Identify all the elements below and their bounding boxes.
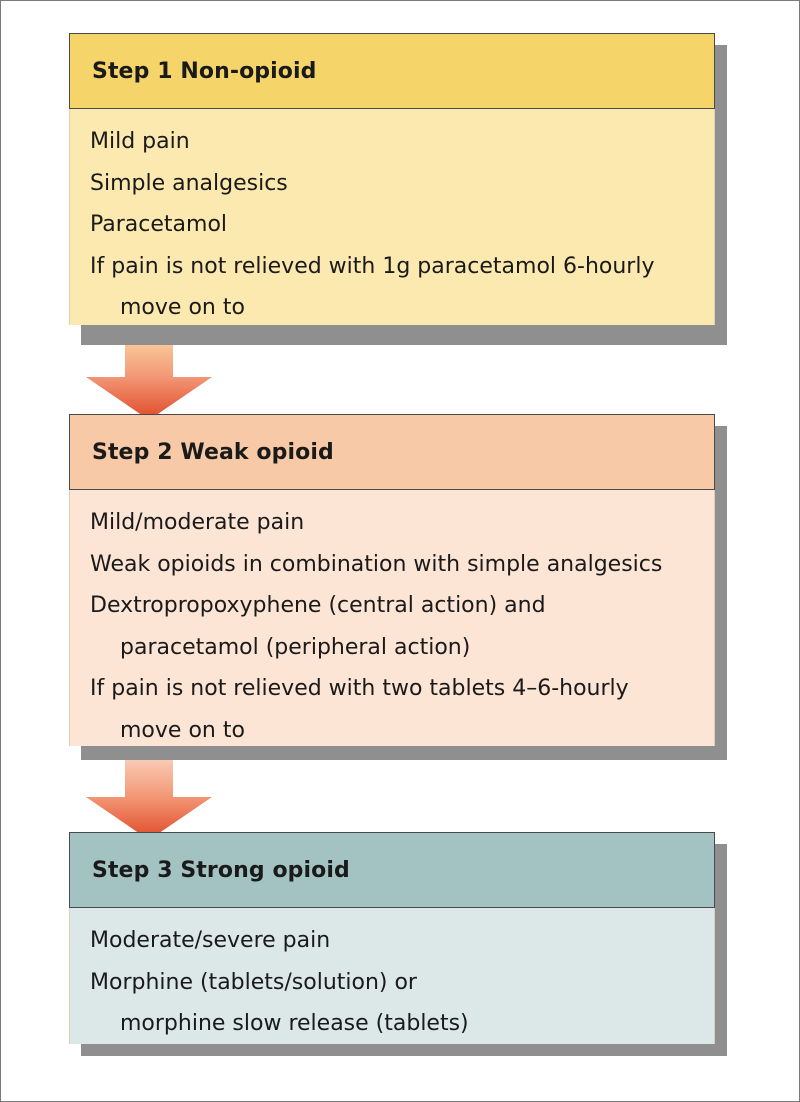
step-line: move on to: [120, 295, 245, 320]
step-line: Moderate/severe pain: [90, 928, 331, 953]
step-line: If pain is not relieved with 1g paracetamol 6-hourly: [90, 253, 655, 279]
step-2-header: [69, 414, 715, 490]
step-line: Paracetamol: [90, 212, 228, 237]
step-line: Morphine (tablets/solution) or: [90, 969, 417, 995]
step-line: move on to: [120, 717, 245, 743]
step-line: Dextropropoxyphene (central action) and: [90, 593, 546, 618]
step-line: Simple analgesics: [90, 170, 288, 196]
step-1-body: [69, 109, 715, 325]
step-3-header: [69, 832, 715, 908]
step-title: Step 3 Strong opioid: [92, 857, 350, 883]
step-1-box: [69, 33, 717, 345]
step-line: Mild pain: [90, 129, 190, 154]
step-line: Mild/moderate pain: [90, 510, 305, 535]
step-line: paracetamol (peripheral action): [120, 634, 471, 660]
step-3-box: [69, 832, 717, 1056]
step-title: Step 2 Weak opioid: [92, 439, 334, 465]
step-line: morphine slow release (tablets): [120, 1011, 469, 1036]
step-line: Weak opioids in combination with simple analgesics: [90, 551, 663, 577]
step-2-body: [69, 490, 715, 746]
step-title: Step 1 Non-opioid: [92, 58, 317, 84]
step-line: If pain is not relieved with two tablets 4–6-hourly: [90, 676, 629, 701]
step-3-body: [69, 908, 715, 1044]
step-1-header: [69, 33, 715, 109]
step-2-box: [69, 414, 717, 760]
